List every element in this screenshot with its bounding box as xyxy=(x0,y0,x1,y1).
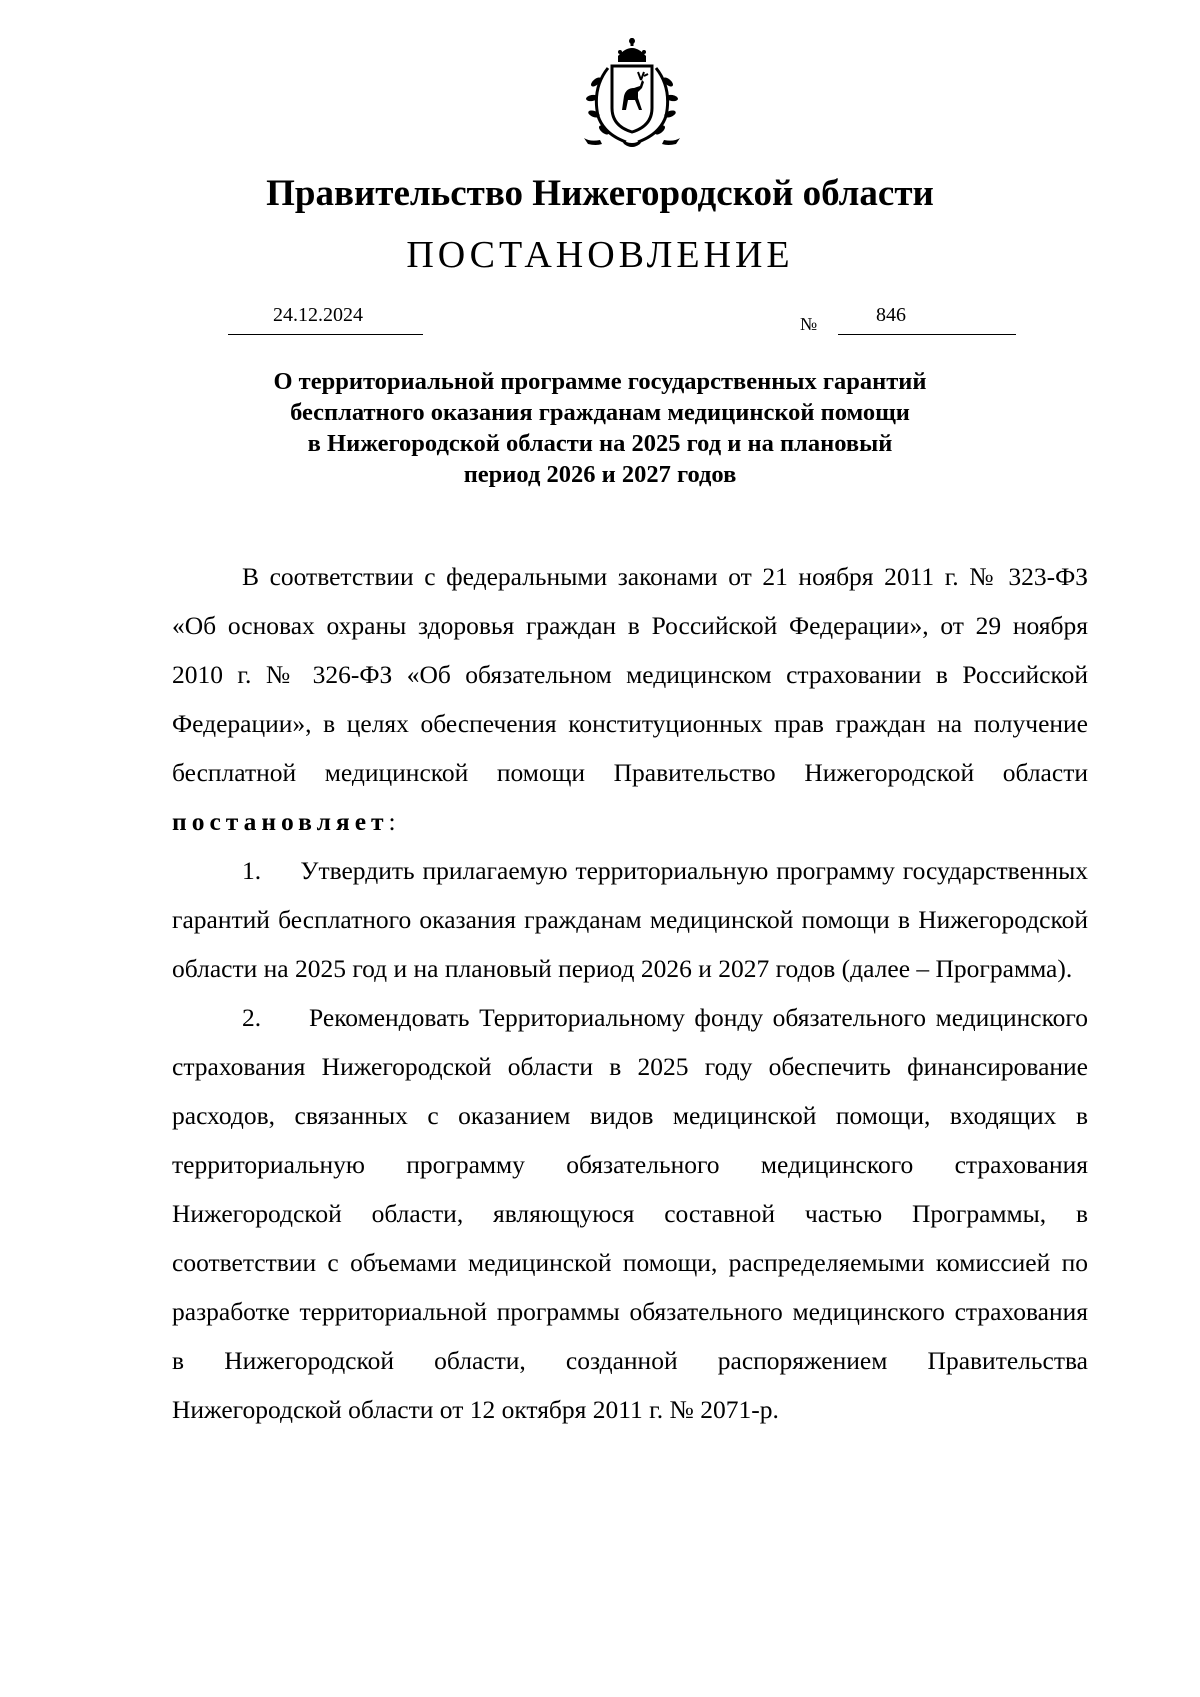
preamble-paragraph xyxy=(172,552,1088,846)
organization-title: Правительство Нижегородской области xyxy=(266,173,934,214)
document-subject xyxy=(0,366,1200,490)
item-1-paragraph: 1. Утвердить прилагаемую территориальную программу государственных гарантий бесплатного оказания гражданам медицинской помощи в Нижегородской области на 2025 год и на плановый период 2026 и 2027 годов (далее – Программа). xyxy=(172,856,1088,983)
subject-line: бесплатного оказания гражданам медицинской помощи xyxy=(290,399,910,426)
item-2-paragraph: 2. Рекомендовать Территориальному фонду обязательного медицинского страхования Нижегородской области в 2025 году обеспечить финансирование расходов, связанных с оказанием видов медицинской помощи, входящих в территориальную программу обязательного медицинского страхования Нижегородской области, являющуюся составной частью Программы, в соответствии с объемами медицинской помощи, распределяемыми комиссией по разработке территориальной программы обязательного медицинского страхования в Нижегородской области, созданной распоряжением Правительства Нижегородской области от 12 октября 2011 г. № 2071-р. xyxy=(172,1003,1088,1424)
subject-line: в Нижегородской области на 2025 год и на плановый xyxy=(307,430,893,457)
decrees-word: постановляет xyxy=(172,807,389,836)
decrees-punct: : xyxy=(388,807,396,836)
subject-line: период 2026 и 2027 годов xyxy=(463,461,737,488)
document-body xyxy=(172,552,1088,1434)
subject-line: О территориальной программе государственных гарантий xyxy=(273,368,927,395)
document-date: 24.12.2024 xyxy=(273,304,363,326)
number-sign: № xyxy=(800,314,818,334)
document-type: ПОСТАНОВЛЕНИЕ xyxy=(406,234,794,276)
coat-of-arms-icon xyxy=(580,38,684,150)
date-field xyxy=(228,300,423,335)
document-number: 846 xyxy=(876,304,906,326)
number-field xyxy=(838,300,1016,335)
preamble-text: В соответствии с федеральными законами от 21 ноября 2011 г. № 323-ФЗ «Об основах охраны здоровья граждан в Российской Федерации», от 29 ноября 2010 г. № 326-ФЗ «Об обязательном медицинском страховании в Российской Федерации», в целях обеспечения конституционных прав граждан на получение бесплатной медицинской помощи Правительство Нижегородской области xyxy=(172,562,1088,787)
